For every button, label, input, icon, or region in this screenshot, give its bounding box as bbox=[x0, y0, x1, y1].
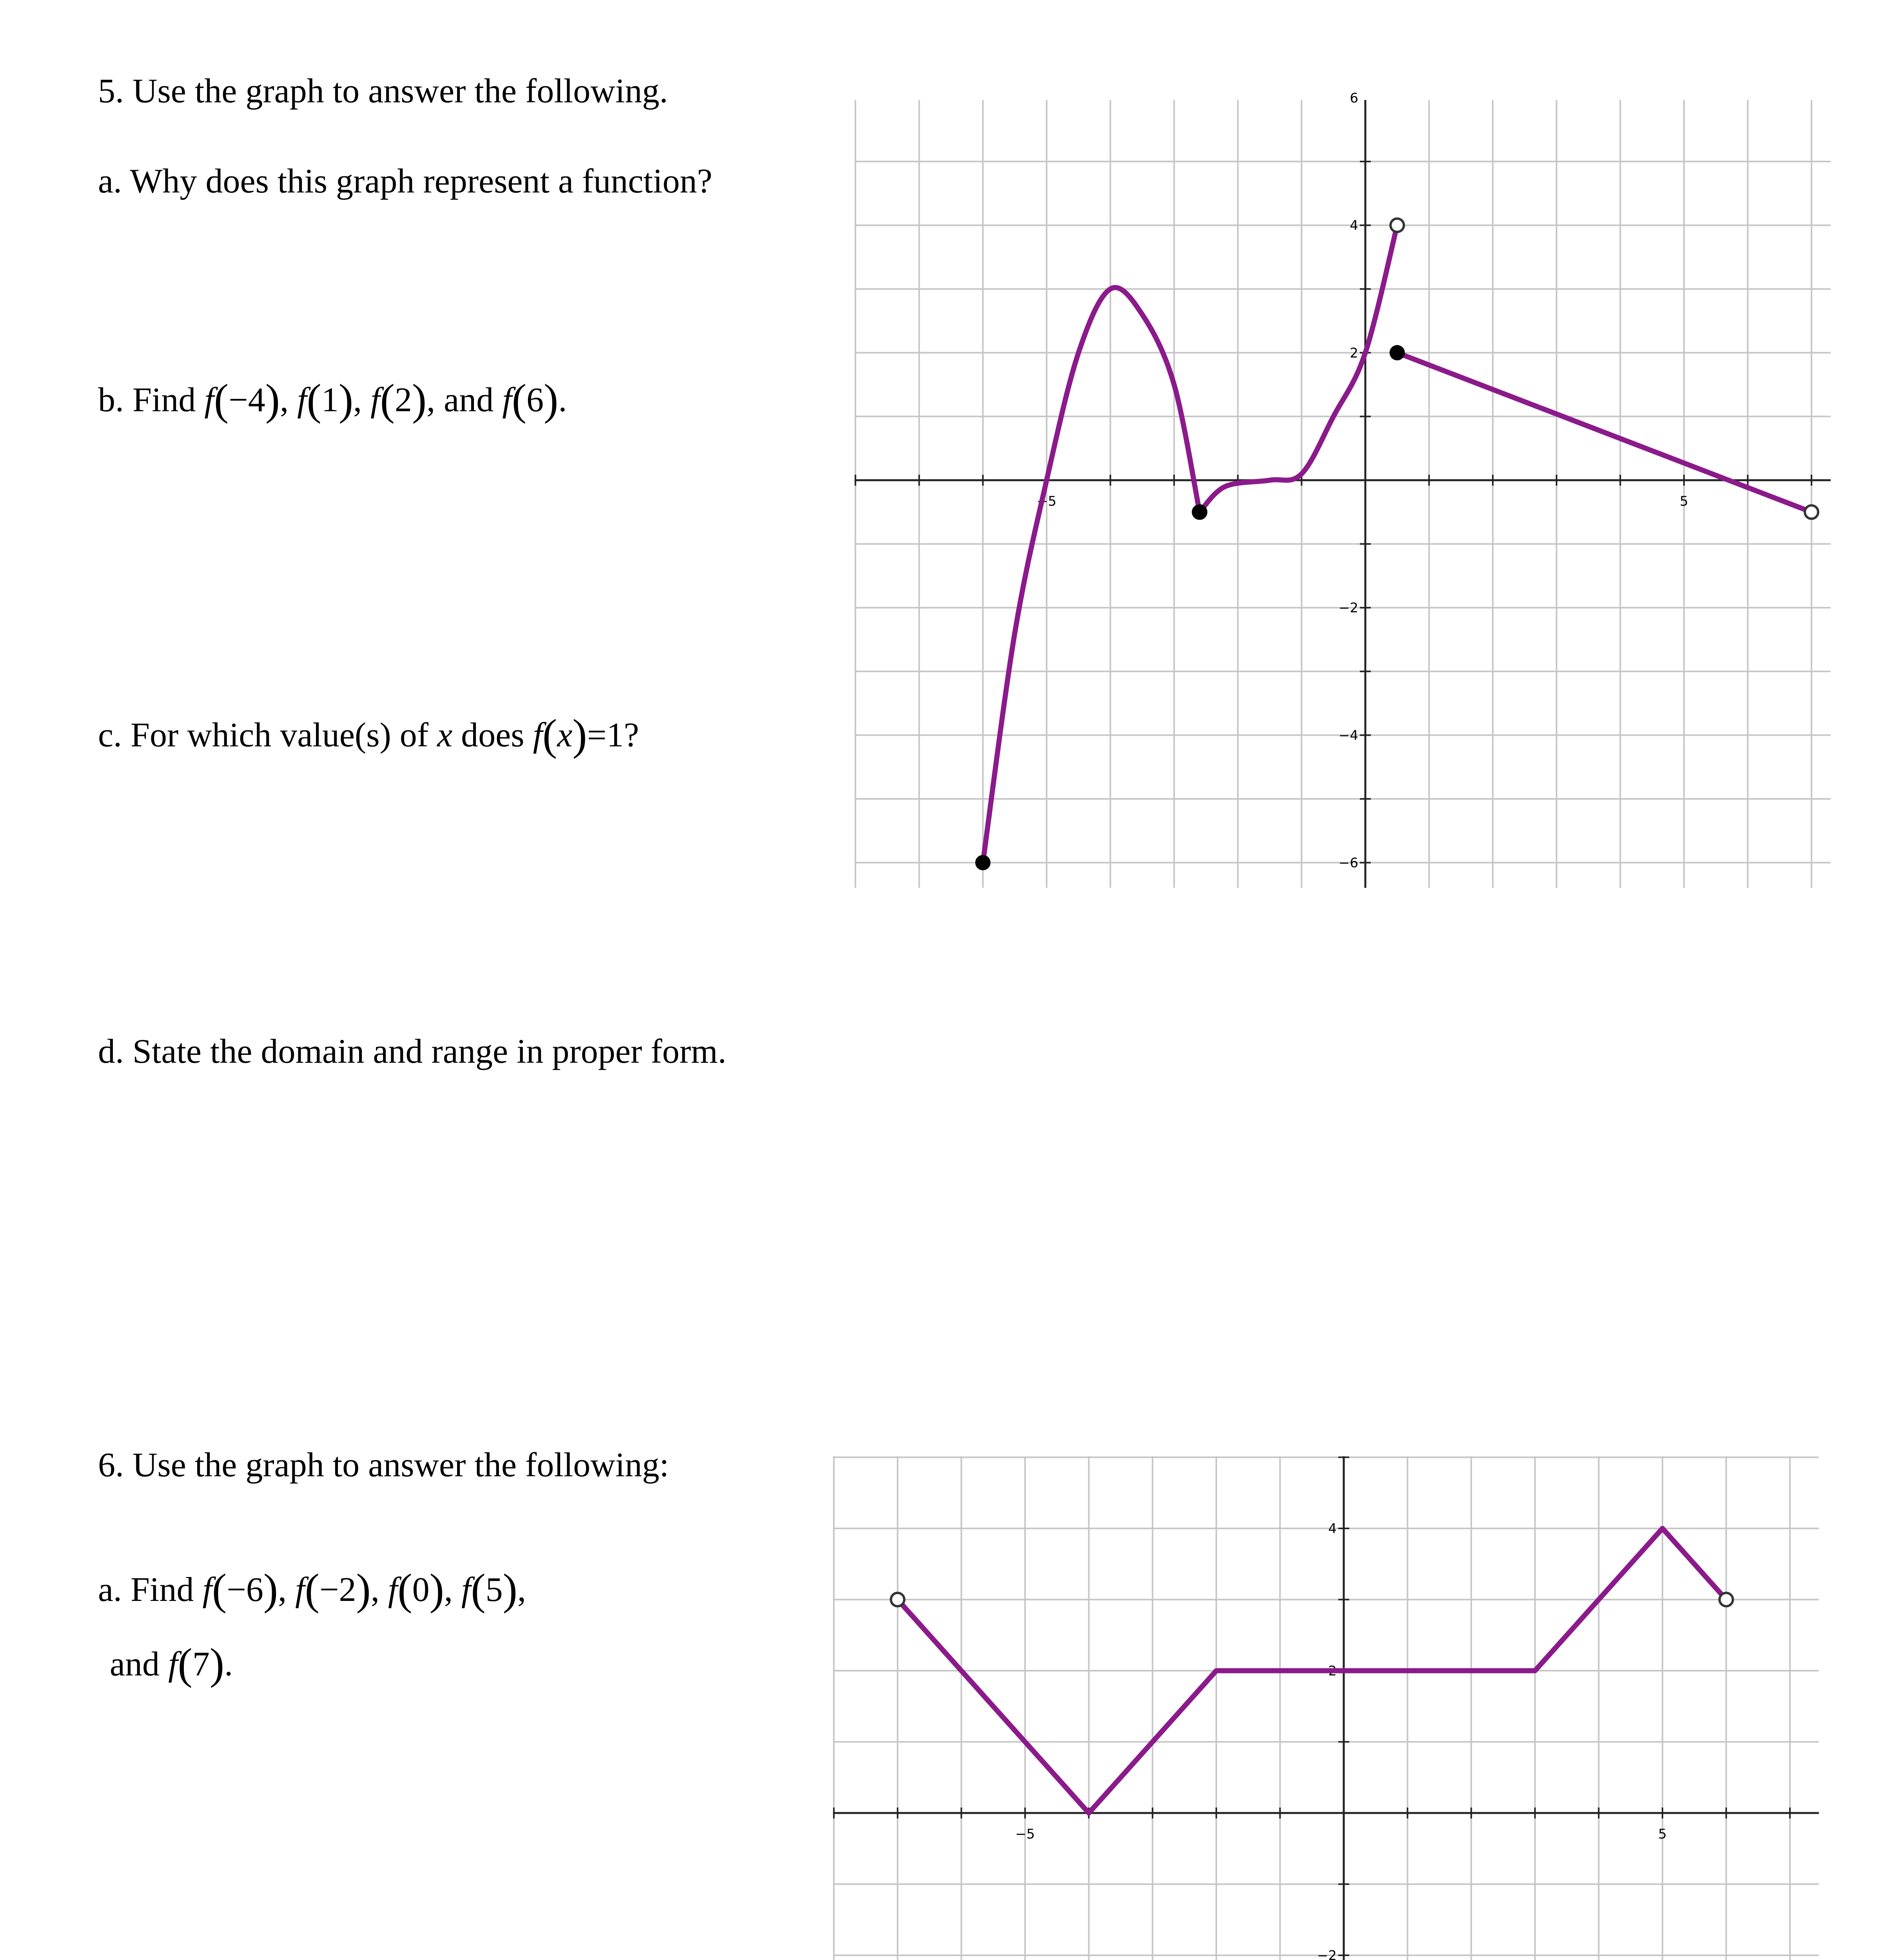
q5-b-v4: 6 bbox=[526, 381, 544, 419]
x-tick-label: −5 bbox=[1015, 1826, 1035, 1842]
f-symbol: f bbox=[502, 381, 512, 419]
x-tick-label: 5 bbox=[1658, 1826, 1667, 1842]
open-endpoint bbox=[891, 1593, 904, 1606]
y-tick-label: −6 bbox=[1338, 855, 1358, 871]
q5-part-a: a. Why does this graph represent a function? bbox=[98, 162, 713, 200]
q6-a-v2: −2 bbox=[319, 1571, 356, 1609]
q6-a-v5: 7 bbox=[192, 1645, 210, 1683]
q6-part-a: a. Find f(−6), f(−2), f(0), f(5), bbox=[98, 1565, 526, 1614]
q6-header: 6. Use the graph to answer the following: bbox=[98, 1446, 669, 1484]
y-tick-label: 2 bbox=[1328, 1663, 1337, 1679]
f-symbol: f bbox=[168, 1645, 178, 1683]
q5-c-x: x bbox=[437, 716, 453, 754]
q5-c-rhs: =1? bbox=[587, 716, 639, 754]
f-symbol: f bbox=[204, 381, 214, 419]
q6-a-lead: a. Find bbox=[98, 1571, 203, 1609]
y-tick-label: −2 bbox=[1338, 600, 1358, 616]
y-tick-label: 4 bbox=[1328, 1521, 1337, 1537]
q5-c-mid: does bbox=[452, 716, 533, 754]
y-tick-label: −4 bbox=[1338, 728, 1358, 744]
y-tick-label: 4 bbox=[1350, 218, 1358, 234]
open-endpoint bbox=[1720, 1593, 1733, 1606]
q5-b-v1: −4 bbox=[229, 381, 265, 419]
q5-c-lead: c. For which value(s) of bbox=[98, 716, 437, 754]
q5-b-v2: 1 bbox=[321, 381, 339, 419]
x-tick-label: −5 bbox=[1036, 494, 1057, 509]
f-symbol: f bbox=[295, 1571, 305, 1609]
q5-part-c: c. For which value(s) of x does f(x)=1? bbox=[98, 711, 639, 759]
q6-part-a-cont: and f(7). bbox=[110, 1640, 233, 1688]
f-symbol: f bbox=[297, 381, 307, 419]
y-tick-label: 2 bbox=[1350, 345, 1358, 361]
q6-a-v1: −6 bbox=[227, 1571, 263, 1609]
q6-a-and: and bbox=[110, 1645, 169, 1683]
q6-a-v4: 5 bbox=[485, 1571, 503, 1609]
q5-part-d: d. State the domain and range in proper form. bbox=[98, 1033, 727, 1071]
q5-b-and: , and bbox=[426, 381, 503, 419]
f-symbol: f bbox=[370, 381, 380, 419]
f-symbol: f bbox=[461, 1571, 471, 1609]
f-symbol: f bbox=[202, 1571, 212, 1609]
q5-part-b: b. Find f(−4), f(1), f(2), and f(6). bbox=[98, 376, 567, 424]
q5-b-lead: b. Find bbox=[98, 381, 205, 419]
q5-header: 5. Use the graph to answer the following. bbox=[98, 72, 668, 110]
y-tick-label: 6 bbox=[1350, 90, 1358, 106]
q6-a-v3: 0 bbox=[412, 1571, 430, 1609]
x-tick-label: 5 bbox=[1680, 494, 1688, 509]
f-symbol: f bbox=[533, 716, 543, 754]
f-symbol: f bbox=[388, 1571, 398, 1609]
q5-b-v3: 2 bbox=[394, 381, 412, 419]
y-tick-label: −2 bbox=[1317, 1948, 1337, 1960]
